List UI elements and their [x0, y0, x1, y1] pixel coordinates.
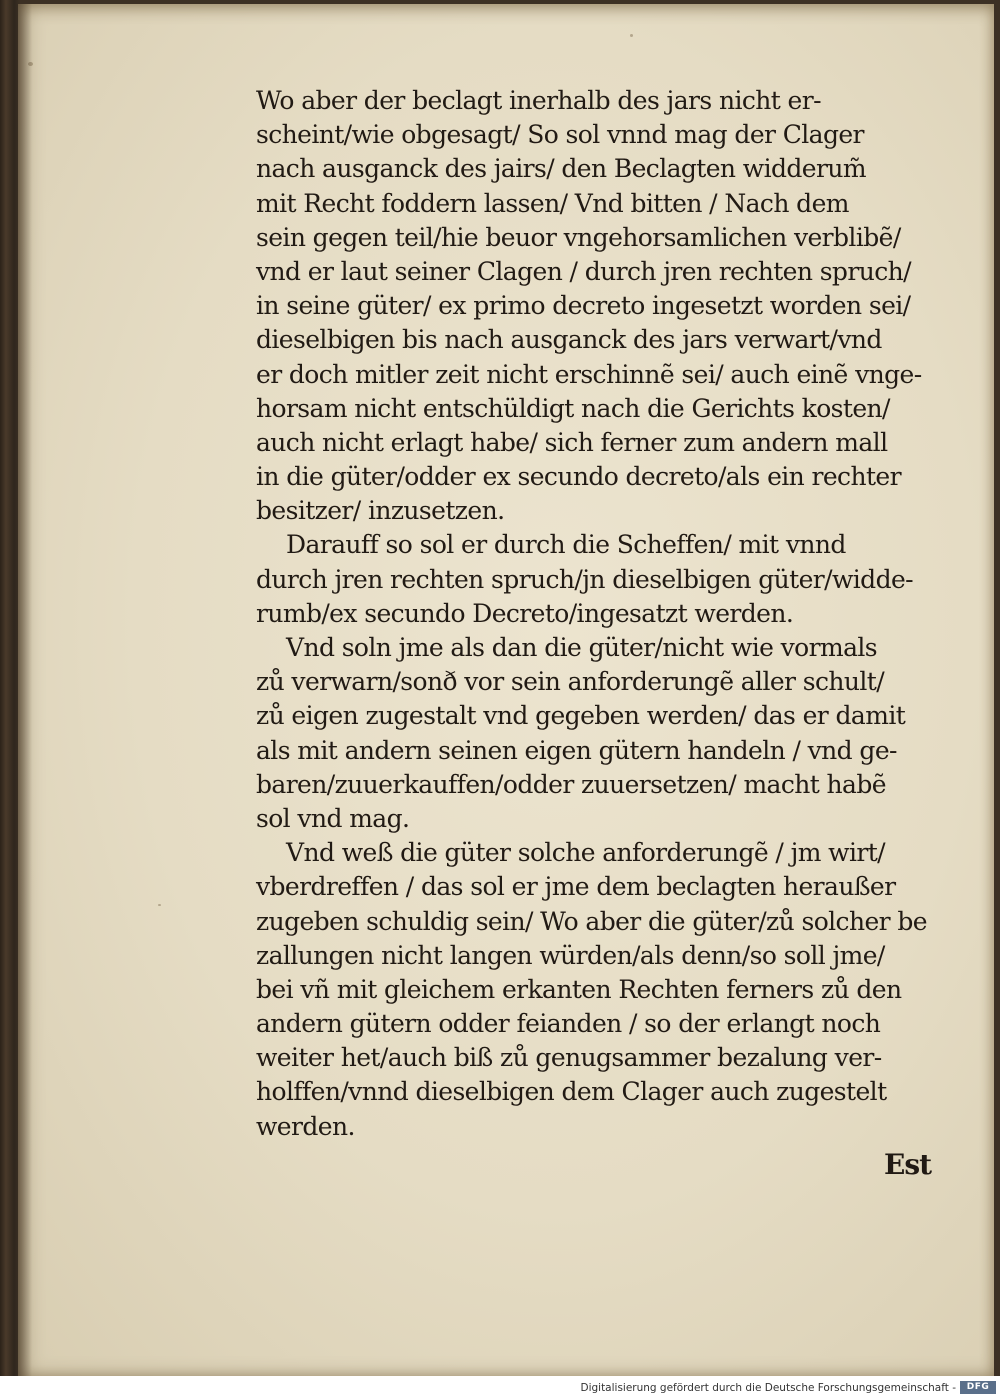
gutter-shadow: [18, 4, 32, 1376]
text-line: zugeben schuldig sein/ Wo aber die güter/zů solcher be: [256, 906, 927, 936]
text-line: scheint/wie obgesagt/ So sol vnnd mag der Clager: [256, 120, 864, 150]
text-line: Wo aber der beclagt inerhalb des jars nicht er-: [256, 86, 821, 115]
text-line: durch jren rechten spruch/jn dieselbigen güter/widde-: [256, 564, 914, 594]
text-line: in seine güter/ ex primo decreto ingesetzt worden sei/: [256, 291, 911, 321]
text-line: vnd er laut seiner Clagen / durch jren rechten spruch/: [256, 256, 911, 286]
text-line: er doch mitler zeit nicht erschinnẽ sei/ auch einẽ vnge-: [256, 359, 922, 389]
text-line: als mit andern seinen eigen gütern handeln / vnd ge-: [256, 735, 897, 765]
text-line: weiter het/auch biß zů genugsammer bezalung ver-: [256, 1043, 882, 1073]
text-line: andern gütern odder feianden / so der erlangt noch: [256, 1009, 881, 1039]
paper-speck: [158, 904, 161, 906]
text-line: sol vnd mag.: [256, 803, 410, 833]
paper-speck: [630, 34, 633, 37]
text-line: Darauff so sol er durch die Scheffen/ mit vnnd: [286, 530, 846, 560]
text-line: auch nicht erlagt habe/ sich ferner zum andern mall: [256, 427, 888, 457]
catchword: Est: [884, 1148, 932, 1181]
footer-bar: [0, 1376, 1000, 1400]
text-line: bei vñ mit gleichem erkanten Rechten ferners zů den: [256, 974, 902, 1004]
funding-credit: Digitalisierung gefördert durch die Deutsche Forschungsgemeinschaft -: [580, 1382, 956, 1394]
text-line: baren/zuuerkauffen/odder zuuersetzen/ macht habẽ: [256, 769, 886, 799]
text-line: rumb/ex secundo Decreto/ingesatzt werden.: [256, 598, 794, 628]
text-line: zallungen nicht langen würden/als denn/so soll jme/: [256, 940, 885, 970]
text-line: holffen/vnnd dieselbigen dem Clager auch zugestelt: [256, 1077, 887, 1107]
text-line: zů eigen zugestalt vnd gegeben werden/ das er damit: [256, 701, 906, 731]
text-line: vberdreffen / das sol er jme dem beclagten heraußer: [256, 872, 896, 902]
text-line: werden.: [256, 1111, 355, 1141]
dfg-logo: DFG: [960, 1381, 996, 1394]
text-line: horsam nicht entschüldigt nach die Gerichts kosten/: [256, 393, 890, 423]
text-line: zů verwarn/sonð vor sein anforderungẽ aller schult/: [256, 667, 885, 697]
text-line: dieselbigen bis nach ausganck des jars verwart/vnd: [256, 325, 882, 355]
text-line: Vnd soln jme als dan die güter/nicht wie vormals: [286, 633, 878, 662]
text-line: mit Recht foddern lassen/ Vnd bitten / Nach dem: [256, 188, 849, 218]
text-line: in die güter/odder ex secundo decreto/als ein rechter: [256, 462, 901, 492]
text-line: besitzer/ inzusetzen.: [256, 496, 505, 526]
body-text: [256, 84, 946, 1144]
text-line: Vnd weß die güter solche anforderungẽ / jm wirt/: [286, 838, 885, 868]
text-line: sein gegen teil/hie beuor vngehorsamlichen verblibẽ/: [256, 222, 901, 252]
text-line: nach ausganck des jairs/ den Beclagten widderum̃: [256, 154, 866, 184]
